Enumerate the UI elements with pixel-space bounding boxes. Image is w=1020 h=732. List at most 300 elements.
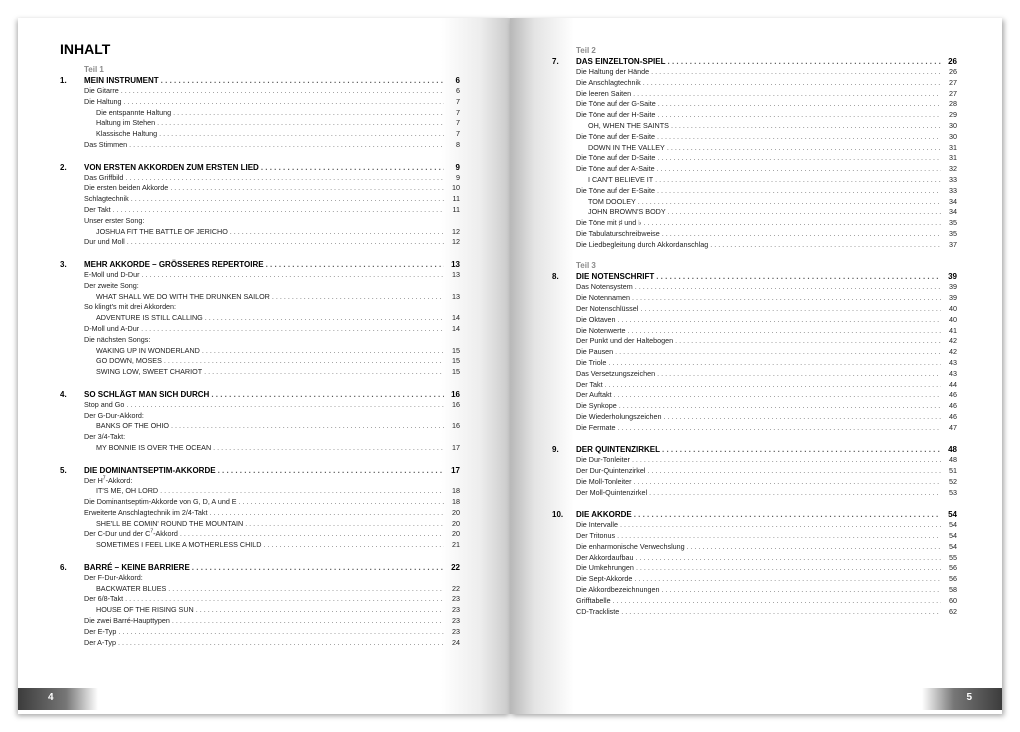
toc-entry — [60, 356, 460, 367]
dot-leader — [113, 205, 444, 216]
entry-title: Der Auftakt — [576, 390, 612, 400]
spacer — [552, 434, 957, 445]
top-spacer — [552, 18, 957, 46]
dot-leader — [657, 132, 941, 143]
entry-page: 31 — [949, 153, 957, 163]
toc-entry — [552, 553, 957, 564]
dot-leader — [662, 229, 941, 240]
dot-leader — [127, 237, 444, 248]
toc-entry — [60, 411, 460, 422]
entry-title: Die Wiederholungszeichen — [576, 411, 662, 421]
entry-page: 21 — [452, 540, 460, 550]
entry-title: Die Töne auf der H-Saite — [576, 110, 656, 120]
entry-title: MY BONNIE IS OVER THE OCEAN — [96, 442, 212, 452]
toc-entry — [552, 121, 957, 132]
right-toc — [552, 18, 957, 617]
entry-title: Haltung im Stehen — [96, 118, 156, 128]
toc-entry — [60, 443, 460, 454]
chapter-row — [60, 465, 460, 476]
dot-leader — [620, 520, 941, 531]
dot-leader — [266, 259, 444, 270]
entry-page: 39 — [949, 293, 957, 303]
chapter-title: DIE AKKORDE — [576, 510, 632, 520]
toc-entry — [60, 573, 460, 584]
chapter-row — [552, 509, 957, 520]
dot-leader — [239, 497, 444, 508]
entry-title: OH, WHEN THE SAINTS — [588, 120, 669, 130]
entry-page: 18 — [452, 486, 460, 496]
chapter-number: 7. — [552, 57, 559, 66]
chapter-page: 13 — [451, 259, 460, 269]
chapter-row — [552, 444, 957, 455]
chapter-page: 48 — [948, 445, 957, 455]
entry-title: Die Synkope — [576, 401, 617, 411]
toc-entry — [60, 638, 460, 649]
toc-entry — [60, 367, 460, 378]
dot-leader — [126, 400, 444, 411]
entry-page: 20 — [452, 507, 460, 517]
chapter-title: VON ERSTEN AKKORDEN ZUM ERSTEN LIED — [84, 162, 259, 172]
toc-entry — [60, 118, 460, 129]
toc-entry — [552, 466, 957, 477]
dot-leader — [157, 118, 444, 129]
page-number-badge-left — [18, 688, 98, 710]
dot-leader — [159, 129, 444, 140]
entry-title: Der Dur-Quintenzirkel — [576, 466, 646, 476]
entry-page: 40 — [949, 303, 957, 313]
entry-title: Dur und Moll — [84, 237, 125, 247]
toc-entry — [552, 229, 957, 240]
dot-leader — [656, 271, 941, 282]
dot-leader — [633, 89, 941, 100]
entry-title: Die Notenwerte — [576, 325, 626, 335]
dot-leader — [635, 282, 941, 293]
dot-leader — [634, 477, 941, 488]
entry-title: Der Moll-Quintenzirkel — [576, 487, 648, 497]
entry-title: I CAN'T BELIEVE IT — [588, 174, 654, 184]
entry-page: 15 — [452, 345, 460, 355]
entry-page: 23 — [452, 605, 460, 615]
entry-title: Das Versetzungszeichen — [576, 368, 656, 378]
entry-page: 11 — [452, 204, 460, 214]
dot-leader — [131, 194, 444, 205]
entry-page: 54 — [949, 520, 957, 530]
dot-leader — [204, 367, 444, 378]
entry-title: Die Töne auf der D-Saite — [576, 153, 656, 163]
toc-entry — [60, 86, 460, 97]
dot-leader — [668, 207, 941, 218]
toc-entry — [552, 175, 957, 186]
toc-entry — [60, 237, 460, 248]
dot-leader — [168, 584, 444, 595]
entry-title: IT'S ME, OH LORD — [96, 486, 159, 496]
page-number-badge-right — [922, 688, 1002, 710]
entry-page: 18 — [452, 497, 460, 507]
entry-page: 54 — [949, 531, 957, 541]
entry-title: Die zwei Barré-Haupttypen — [84, 616, 170, 626]
spacer — [60, 248, 460, 259]
toc-entry — [60, 292, 460, 303]
dot-leader — [618, 315, 941, 326]
entry-title: Die Intervalle — [576, 520, 618, 530]
entry-title: Die Liedbegleitung durch Akkordanschlag — [576, 239, 709, 249]
toc-entry — [60, 400, 460, 411]
dot-leader — [640, 304, 941, 315]
page-number-right: 5 — [966, 692, 972, 703]
entry-title: Die nächsten Songs: — [84, 334, 151, 344]
toc-entry — [552, 143, 957, 154]
entry-title: Der 6/8-Takt — [84, 594, 124, 604]
entry-title: SHE'LL BE COMIN' ROUND THE MOUNTAIN — [96, 518, 244, 528]
entry-title: E-Moll und D-Dur — [84, 269, 140, 279]
toc-entry — [552, 132, 957, 143]
entry-page: 7 — [456, 118, 460, 128]
entry-title: Der Akkordaufbau — [576, 552, 634, 562]
toc-entry — [552, 207, 957, 218]
chapter-number: 5. — [60, 465, 67, 475]
toc-entry — [60, 605, 460, 616]
entry-page: 56 — [949, 574, 957, 584]
entry-title: Die Töne auf der E-Saite — [576, 185, 655, 195]
entry-title: Der Notenschlüssel — [576, 303, 639, 313]
toc-entry — [60, 584, 460, 595]
chapter-number: 2. — [60, 162, 67, 172]
toc-entry — [552, 326, 957, 337]
entry-title: Erweiterte Anschlagtechnik im 2/4-Takt — [84, 507, 208, 517]
dot-leader — [644, 218, 941, 229]
dot-leader — [264, 540, 445, 551]
dot-leader — [218, 465, 444, 476]
toc-entry — [552, 412, 957, 423]
toc-entry — [552, 585, 957, 596]
dot-leader — [632, 455, 941, 466]
toc-entry — [552, 607, 957, 618]
entry-title: Die Moll-Tonleiter — [576, 476, 632, 486]
left-page — [18, 18, 510, 714]
dot-leader — [657, 164, 941, 175]
entry-page: 52 — [949, 476, 957, 486]
entry-page: 30 — [949, 120, 957, 130]
entry-title: Die Haltung — [84, 96, 122, 106]
toc-entry — [552, 89, 957, 100]
entry-title: Grifftabelle — [576, 595, 611, 605]
entry-page: 24 — [452, 637, 460, 647]
spacer — [60, 151, 460, 162]
dot-leader — [192, 562, 444, 573]
dot-leader — [675, 336, 941, 347]
chapter-row — [60, 389, 460, 400]
entry-page: 23 — [452, 626, 460, 636]
chapter-row — [60, 562, 460, 573]
dot-leader — [618, 423, 941, 434]
dot-leader — [170, 183, 444, 194]
toc-entry — [552, 110, 957, 121]
entry-page: 11 — [452, 194, 460, 204]
dot-leader — [649, 488, 941, 499]
entry-title: Die Töne auf der A-Saite — [576, 164, 655, 174]
toc-entry — [552, 315, 957, 326]
entry-title: Klassische Haltung — [96, 129, 158, 139]
entry-page: 41 — [949, 325, 957, 335]
toc-entry — [552, 218, 957, 229]
chapter-number: 6. — [60, 562, 67, 572]
dot-leader — [171, 421, 444, 432]
entry-title: Das Notensystem — [576, 282, 633, 292]
toc-entry — [552, 347, 957, 358]
entry-page: 42 — [949, 336, 957, 346]
toc-entry — [60, 129, 460, 140]
toc-entry — [552, 164, 957, 175]
dot-leader — [657, 110, 941, 121]
spacer — [552, 498, 957, 509]
dot-leader — [662, 444, 941, 455]
dot-leader — [124, 97, 444, 108]
toc-entry — [60, 313, 460, 324]
toc-entry — [60, 270, 460, 281]
part-label: Teil 2 — [576, 46, 596, 55]
entry-title: Die entspannte Haltung — [96, 107, 172, 117]
entry-title: Die Triole — [576, 357, 607, 367]
entry-page: 39 — [949, 282, 957, 292]
toc-entry — [552, 67, 957, 78]
entry-page: 54 — [949, 541, 957, 551]
entry-page: 51 — [949, 466, 957, 476]
chapter-page: 9 — [455, 162, 460, 172]
entry-title: SOMETIMES I FEEL LIKE A MOTHERLESS CHILD — [96, 540, 262, 550]
dot-leader — [617, 531, 941, 542]
entry-page: 13 — [452, 291, 460, 301]
toc-entry — [60, 508, 460, 519]
chapter-number: 10. — [552, 510, 564, 520]
chapter-row — [60, 259, 460, 270]
entry-title: Die Fermate — [576, 422, 616, 432]
entry-page: 7 — [456, 107, 460, 117]
entry-page: 16 — [452, 421, 460, 431]
entry-title: CD-Trackliste — [576, 606, 620, 616]
dot-leader — [245, 519, 444, 530]
toc-entry — [552, 531, 957, 542]
entry-title: Die Töne auf der E-Saite — [576, 131, 655, 141]
entry-title: Der A-Typ — [84, 637, 116, 647]
entry-page: 8 — [456, 139, 460, 149]
toc-entry — [552, 455, 957, 466]
entry-page: 44 — [949, 379, 957, 389]
toc-entry — [60, 540, 460, 551]
entry-page: 55 — [949, 552, 957, 562]
right-page — [510, 18, 1002, 714]
toc-entry — [552, 336, 957, 347]
dot-leader — [667, 143, 941, 154]
chapter-title: DIE NOTENSCHRIFT — [576, 272, 655, 282]
entry-title: Das Stimmen — [84, 139, 128, 149]
dot-leader — [638, 197, 941, 208]
toc-entry — [60, 627, 460, 638]
spacer — [60, 551, 460, 562]
toc-entry — [60, 335, 460, 346]
dot-leader — [261, 162, 444, 173]
entry-title: JOHN BROWN'S BODY — [588, 207, 666, 217]
dot-leader — [213, 443, 444, 454]
toc-entry — [552, 477, 957, 488]
dot-leader — [668, 56, 942, 67]
entry-page: 12 — [452, 226, 460, 236]
entry-page: 35 — [949, 228, 957, 238]
chapter-page: 16 — [451, 389, 460, 399]
part-label: Teil 3 — [576, 261, 596, 271]
dot-leader — [142, 270, 444, 281]
entry-page: 23 — [452, 616, 460, 626]
dot-leader — [643, 78, 941, 89]
entry-title: Der C-Dur und der $C^7$-Akkord — [84, 529, 178, 539]
entry-page: 27 — [949, 77, 957, 87]
entry-page: 46 — [949, 411, 957, 421]
dot-leader — [230, 227, 444, 238]
toc-entry — [60, 108, 460, 119]
toc-entry — [60, 183, 460, 194]
entry-title: Der Takt — [84, 204, 111, 214]
toc-entry — [60, 616, 460, 627]
chapter-page: 26 — [948, 57, 957, 66]
entry-title: Die Pausen — [576, 347, 614, 357]
entry-title: Die Notennamen — [576, 293, 630, 303]
chapter-title: MEHR AKKORDE – GRÖSSERES REPERTOIRE — [84, 259, 264, 269]
dot-leader — [710, 240, 941, 251]
toc-entry — [552, 520, 957, 531]
toc-entry — [60, 519, 460, 530]
entry-title: D-Moll und A-Dur — [84, 323, 140, 333]
toc-entry — [60, 346, 460, 357]
entry-title: Die Dominantseptim-Akkorde von G, D, A und E — [84, 497, 237, 507]
entry-title: Stop and Go — [84, 399, 125, 409]
entry-page: 35 — [949, 218, 957, 228]
toc-entry — [552, 563, 957, 574]
chapter-row — [60, 75, 460, 86]
entry-title: ADVENTURE IS STILL CALLING — [96, 313, 203, 323]
entry-title: Der Tritonus — [576, 531, 616, 541]
toc-entry — [552, 304, 957, 315]
dot-leader — [619, 401, 941, 412]
entry-title: Der zweite Song: — [84, 280, 139, 290]
entry-page: 6 — [456, 86, 460, 95]
entry-title: Der 3/4-Takt: — [84, 432, 126, 442]
entry-title: Die Töne mit ♯ und ♭ — [576, 218, 642, 228]
toc-entry — [552, 574, 957, 585]
entry-title: Der $H^7$-Akkord: — [84, 475, 133, 485]
dot-leader — [173, 108, 444, 119]
dot-leader — [636, 563, 941, 574]
toc-entry — [552, 369, 957, 380]
entry-title: Die Gitarre — [84, 86, 119, 95]
entry-page: 26 — [949, 67, 957, 76]
toc-entry — [60, 497, 460, 508]
entry-page: 34 — [949, 196, 957, 206]
entry-title: Die Umkehrungen — [576, 563, 634, 573]
entry-page: 13 — [452, 269, 460, 279]
spacer — [60, 378, 460, 389]
chapter-page: 54 — [948, 510, 957, 520]
chapter-page: 22 — [451, 562, 460, 572]
dot-leader — [118, 638, 444, 649]
toc-entry — [60, 421, 460, 432]
dot-leader — [125, 173, 444, 184]
entry-page: 17 — [452, 442, 460, 452]
toc-entry — [552, 358, 957, 369]
entry-page: 43 — [949, 368, 957, 378]
entry-page: 31 — [949, 142, 957, 152]
chapter-title: DAS EINZELTON-SPIEL — [576, 57, 666, 66]
dot-leader — [196, 605, 444, 616]
entry-page: 20 — [452, 518, 460, 528]
entry-title: Die Dur-Tonleiter — [576, 455, 630, 465]
dot-leader — [202, 346, 444, 357]
dot-leader — [613, 596, 941, 607]
dot-leader — [664, 412, 942, 423]
chapter-page: 39 — [948, 272, 957, 282]
dot-leader — [671, 121, 941, 132]
dot-leader — [648, 466, 942, 477]
entry-title: So klingt's mit drei Akkorden: — [84, 302, 177, 312]
toc-entry — [60, 97, 460, 108]
chapter-title: SO SCHLÄGT MAN SICH DURCH — [84, 389, 210, 399]
dot-leader — [614, 390, 941, 401]
dot-leader — [657, 369, 941, 380]
entry-page: 12 — [452, 237, 460, 247]
toc-entry — [60, 529, 460, 540]
dot-leader — [118, 627, 444, 638]
toc-entry — [60, 476, 460, 487]
entry-page: 42 — [949, 347, 957, 357]
toc-entry — [552, 401, 957, 412]
chapter-page: 6 — [455, 76, 460, 85]
entry-page: 20 — [452, 529, 460, 539]
entry-title: HOUSE OF THE RISING SUN — [96, 605, 194, 615]
dot-leader — [657, 186, 941, 197]
dot-leader — [605, 380, 941, 391]
entry-title: Der Punkt und der Haltebogen — [576, 336, 674, 346]
toc-entry — [552, 423, 957, 434]
toc-entry — [552, 186, 957, 197]
toc-entry — [552, 488, 957, 499]
dot-leader — [615, 347, 941, 358]
entry-page: 47 — [949, 422, 957, 432]
chapter-number: 3. — [60, 259, 67, 269]
toc-entry — [60, 302, 460, 313]
entry-title: Die Töne auf der G-Saite — [576, 99, 656, 109]
toc-entry — [552, 197, 957, 208]
spacer — [60, 454, 460, 465]
toc-entry — [60, 173, 460, 184]
entry-title: Die Haltung der Hände — [576, 67, 650, 76]
entry-page: 40 — [949, 314, 957, 324]
entry-title: Die Anschlagtechnik — [576, 77, 641, 87]
entry-page: 62 — [949, 606, 957, 616]
page-number-left: 4 — [48, 692, 54, 703]
toc-entry — [552, 153, 957, 164]
dot-leader — [658, 99, 941, 110]
dot-leader — [180, 529, 444, 540]
dot-leader — [211, 389, 444, 400]
toc-entry — [60, 594, 460, 605]
toc-entry — [60, 227, 460, 238]
entry-page: 43 — [949, 357, 957, 367]
entry-title: Die ersten beiden Akkorde — [84, 183, 169, 193]
entry-page: 33 — [949, 174, 957, 184]
entry-title: SWING LOW, SWEET CHARIOT — [96, 367, 203, 377]
entry-title: Schlagtechnik — [84, 194, 129, 204]
toc-entry — [552, 78, 957, 89]
chapter-number: 4. — [60, 389, 67, 399]
entry-page: 30 — [949, 131, 957, 141]
